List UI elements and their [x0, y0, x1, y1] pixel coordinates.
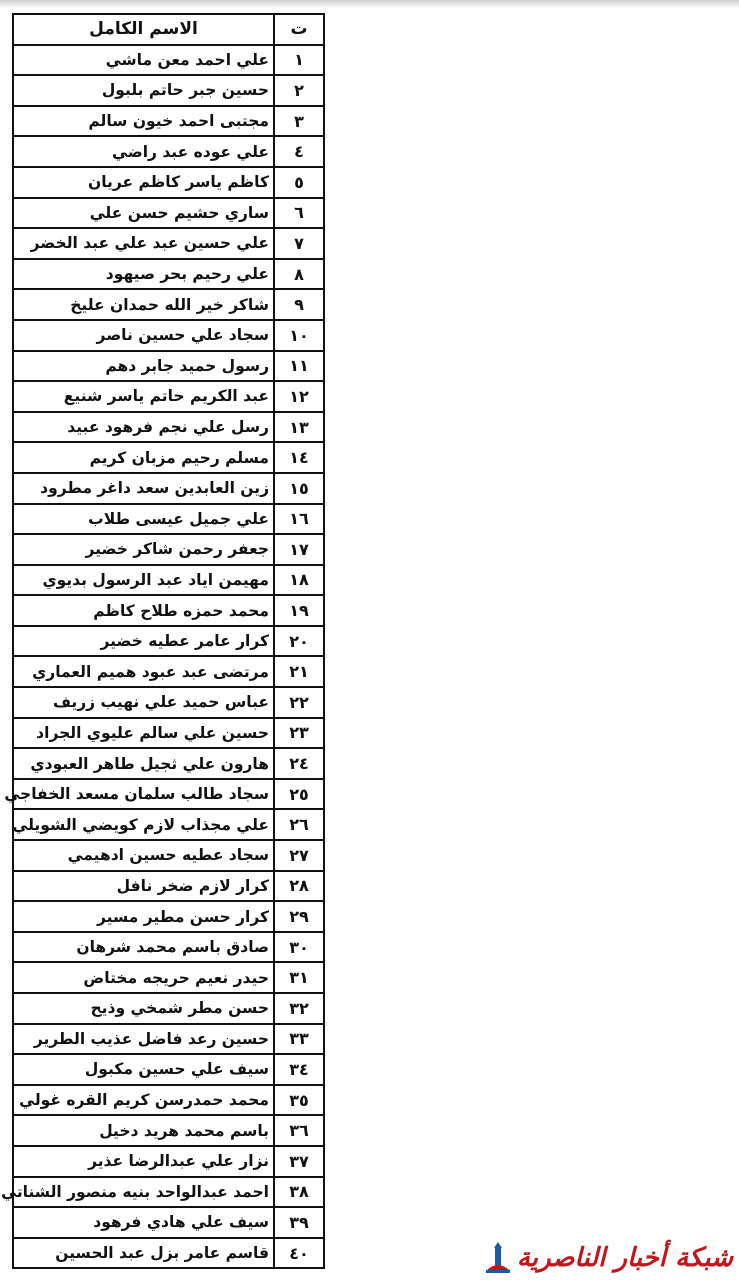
row-full-name: سجاد طالب سلمان مسعد الخفاجي: [13, 779, 274, 810]
minaret-logo-icon: [483, 1242, 513, 1274]
table-row: [13, 320, 324, 351]
table-row: [13, 1177, 324, 1208]
row-full-name: نزار علي عبدالرضا عذير: [13, 1146, 274, 1177]
row-number: ٣٥: [274, 1085, 324, 1116]
table-row: [13, 351, 324, 382]
table-row: [13, 901, 324, 932]
table-body: [1, 45, 324, 1269]
row-number: ١٨: [274, 565, 324, 596]
row-full-name: سيف علي هادي فرهود: [13, 1207, 274, 1238]
row-full-name: صادق باسم محمد شرهان: [13, 932, 274, 963]
row-number: ٣٢: [274, 993, 324, 1024]
table-row: [13, 748, 324, 779]
row-full-name: باسم محمد هريد دخيل: [13, 1115, 274, 1146]
row-number: ٣٦: [274, 1115, 324, 1146]
row-full-name: علي حسين عبد علي عبد الخضر: [13, 228, 274, 259]
row-number: ٨: [274, 259, 324, 290]
row-full-name: زين العابدين سعد داغر مطرود: [13, 473, 274, 504]
row-number: ٢٠: [274, 626, 324, 657]
row-number: ٢٧: [274, 840, 324, 871]
table-header-row: [13, 14, 324, 45]
row-full-name: قاسم عامر بزل عبد الحسين: [13, 1238, 274, 1269]
row-full-name: محمد حمدرسن كريم القره غولي: [13, 1085, 274, 1116]
row-number: ٧: [274, 228, 324, 259]
row-number: ٣٨: [274, 1177, 324, 1208]
row-full-name: مسلم رحيم مزبان كريم: [13, 442, 274, 473]
row-full-name: حيدر نعيم حريجه مختاض: [13, 962, 274, 993]
table-row: [13, 289, 324, 320]
row-number: ٣١: [274, 962, 324, 993]
table-row: [13, 473, 324, 504]
table-row: [13, 534, 324, 565]
row-full-name: رسول حميد جابر دهم: [13, 351, 274, 382]
row-full-name: سجاد عطيه حسين ادهيمي: [13, 840, 274, 871]
table-row: [13, 687, 324, 718]
table-row: [13, 106, 324, 137]
row-number: ٣٤: [274, 1054, 324, 1085]
table-row: [13, 993, 324, 1024]
row-full-name: علي احمد معن ماشي: [13, 45, 274, 76]
names-table: [1, 13, 325, 1269]
table-row: [13, 779, 324, 810]
row-number: ٣٧: [274, 1146, 324, 1177]
row-number: ١٠: [274, 320, 324, 351]
table-row: [13, 962, 324, 993]
row-full-name: عبد الكريم حاتم ياسر شنيع: [13, 381, 274, 412]
table-row: [13, 1024, 324, 1055]
row-number: ١٧: [274, 534, 324, 565]
table-row: [13, 809, 324, 840]
row-full-name: سيف علي حسين مكبول: [13, 1054, 274, 1085]
row-full-name: علي عوده عبد راضي: [13, 136, 274, 167]
row-number: ٣٠: [274, 932, 324, 963]
row-number: ٢٥: [274, 779, 324, 810]
table-row: [13, 718, 324, 749]
table-row: [13, 626, 324, 657]
table-row: [13, 1085, 324, 1116]
table-row: [13, 595, 324, 626]
row-full-name: كرار لازم ضخر نافل: [13, 871, 274, 902]
row-number: ١٤: [274, 442, 324, 473]
table-row: [13, 1207, 324, 1238]
row-number: ٢٩: [274, 901, 324, 932]
row-full-name: مجتبى احمد خيون سالم: [13, 106, 274, 137]
row-full-name: ساري حشيم حسن علي: [13, 198, 274, 229]
table-row: [13, 871, 324, 902]
row-full-name: حسين علي سالم عليوي الجراد: [13, 718, 274, 749]
table-row: [13, 45, 324, 76]
row-full-name: هارون علي ثجيل طاهر العبودي: [13, 748, 274, 779]
table-row: [13, 259, 324, 290]
watermark-text: شبكة أخبار الناصرية: [516, 1243, 733, 1273]
table-row: [13, 412, 324, 443]
row-full-name: حسن مطر شمخي وذيح: [13, 993, 274, 1024]
row-full-name: علي مجذاب لازم كويضي الشويلي: [13, 809, 274, 840]
row-full-name: كاظم ياسر كاظم عريان: [13, 167, 274, 198]
table-row: [13, 504, 324, 535]
row-number: ٤٠: [274, 1238, 324, 1269]
table-row: [13, 1054, 324, 1085]
table-row: [13, 1115, 324, 1146]
row-number: ٢٣: [274, 718, 324, 749]
row-full-name: سجاد علي حسين ناصر: [13, 320, 274, 351]
row-number: ٤: [274, 136, 324, 167]
table-row: [13, 565, 324, 596]
row-full-name: كرار حسن مطير مسير: [13, 901, 274, 932]
row-number: ١٩: [274, 595, 324, 626]
row-full-name: جعفر رحمن شاكر خضير: [13, 534, 274, 565]
top-edge-shadow: [0, 0, 739, 8]
row-number: ٣٣: [274, 1024, 324, 1055]
table-row: [13, 228, 324, 259]
table-row: [13, 442, 324, 473]
row-number: ٢١: [274, 656, 324, 687]
row-full-name: محمد حمزه طلاح كاظم: [13, 595, 274, 626]
row-number: ٢٤: [274, 748, 324, 779]
table-row: [13, 167, 324, 198]
watermark: [483, 1242, 733, 1274]
row-number: ١٦: [274, 504, 324, 535]
row-number: ١٣: [274, 412, 324, 443]
row-number: ٣: [274, 106, 324, 137]
row-full-name: رسل علي نجم فرهود عبيد: [13, 412, 274, 443]
table-row: [13, 75, 324, 106]
table-row: [13, 198, 324, 229]
table-row: [13, 840, 324, 871]
row-number: ٥: [274, 167, 324, 198]
row-full-name: شاكر خير الله حمدان عليخ: [13, 289, 274, 320]
row-number: ١٥: [274, 473, 324, 504]
row-full-name: مهيمن اياد عبد الرسول بديوي: [13, 565, 274, 596]
header-num: ت: [274, 14, 324, 45]
row-full-name: علي رحيم بحر صيهود: [13, 259, 274, 290]
row-full-name: احمد عبدالواحد بنيه منصور الشناتي: [13, 1177, 274, 1208]
table-row: [13, 1146, 324, 1177]
table-row: [13, 136, 324, 167]
header-full-name: الاسم الكامل: [13, 14, 274, 45]
row-number: ١: [274, 45, 324, 76]
table-row: [13, 656, 324, 687]
row-number: ٦: [274, 198, 324, 229]
table-row: [13, 381, 324, 412]
row-number: ٢٢: [274, 687, 324, 718]
row-number: ٢: [274, 75, 324, 106]
row-full-name: عباس حميد علي نهيب زريف: [13, 687, 274, 718]
row-full-name: علي جميل عيسى طلاب: [13, 504, 274, 535]
row-full-name: مرتضى عبد عبود هميم العماري: [13, 656, 274, 687]
row-full-name: حسين جبر حاتم بلبول: [13, 75, 274, 106]
row-full-name: حسين رعد فاضل عذيب الطرير: [13, 1024, 274, 1055]
table-row: [13, 1238, 324, 1269]
table-row: [13, 932, 324, 963]
row-number: ٢٨: [274, 871, 324, 902]
row-full-name: كرار عامر عطيه خضير: [13, 626, 274, 657]
row-number: ١٢: [274, 381, 324, 412]
row-number: ٩: [274, 289, 324, 320]
row-number: ٢٦: [274, 809, 324, 840]
row-number: ١١: [274, 351, 324, 382]
row-number: ٣٩: [274, 1207, 324, 1238]
